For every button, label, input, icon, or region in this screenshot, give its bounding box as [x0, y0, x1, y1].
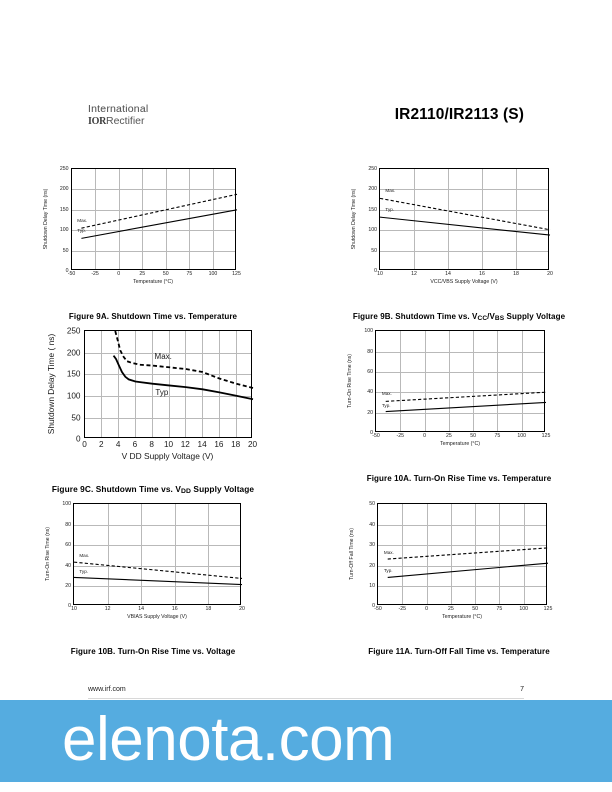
plot-area — [42, 166, 241, 285]
figure-row-1 — [0, 160, 612, 322]
x-axis-tick-label: 125 — [541, 433, 551, 440]
y-axis-tick-label: 200 — [66, 348, 81, 358]
x-axis-tick-label: 4 — [115, 440, 121, 450]
x-axis-tick-label: 20 — [547, 271, 553, 277]
x-axis-title: VBIAS Supply Voltage (V) — [127, 614, 187, 621]
series-line-max — [115, 331, 253, 388]
x-axis-tick-label: 100 — [208, 271, 218, 277]
x-axis-tick-label: 18 — [513, 271, 519, 277]
x-axis-tick-label: 12 — [104, 606, 111, 613]
series-line-typ — [380, 217, 550, 235]
y-axis-tick-label: 30 — [369, 542, 375, 549]
x-axis-tick-label: 75 — [186, 271, 193, 277]
figure-9a — [0, 160, 306, 322]
series-line-typ — [74, 578, 242, 585]
y-axis-title: Shutdown Delay Time (ns) — [351, 188, 357, 250]
series-line-max — [81, 194, 237, 228]
x-axis-tick-label: -25 — [398, 606, 407, 613]
x-axis-tick-label: 20 — [247, 440, 258, 450]
series-label: Max. — [383, 550, 394, 556]
y-axis-title: Shutdown Delay Time (ns) — [42, 188, 49, 250]
x-axis-tick-label: 75 — [496, 606, 503, 613]
x-axis-tick-label: 50 — [472, 606, 479, 613]
figure-row-3 — [0, 495, 612, 656]
plot-area — [45, 326, 258, 462]
x-axis-tick-label: 16 — [171, 606, 178, 613]
y-axis-title: Turn-On Rise Time (ns) — [45, 527, 51, 582]
series-label: Typ. — [79, 568, 89, 574]
figure-10b-caption: Figure 10B. Turn-On Rise Time vs. Voltage — [70, 647, 236, 657]
x-axis-tick-label: 75 — [494, 433, 501, 440]
x-axis-tick-label: 25 — [447, 606, 454, 613]
figure-row-2 — [0, 322, 612, 495]
series-line-typ — [81, 210, 237, 239]
series-line-typ — [388, 564, 548, 578]
x-axis-tick-label: 25 — [139, 271, 146, 277]
chart-fig-11a — [345, 495, 573, 645]
y-axis-tick-label: 100 — [59, 227, 69, 234]
y-axis-tick-label: 100 — [66, 391, 81, 401]
series-label: Max. — [79, 553, 90, 559]
y-axis-tick-label: 50 — [371, 247, 377, 254]
plot-area — [347, 328, 551, 448]
y-axis-tick-label: 150 — [59, 206, 69, 213]
y-axis-tick-label: 50 — [62, 247, 69, 254]
chart-fig-10b — [39, 495, 267, 645]
y-axis-tick-label: 100 — [368, 227, 377, 234]
series-label: Max. — [154, 352, 172, 362]
page-number: 7 — [520, 686, 524, 693]
y-axis-tick-label: 0 — [374, 268, 377, 274]
x-axis-title: Temperature (°C) — [440, 441, 480, 448]
y-axis-tick-label: 0 — [75, 434, 81, 444]
series-line-typ — [113, 356, 252, 400]
x-axis-tick-label: -50 — [372, 433, 380, 440]
chart-fig-9a — [41, 160, 266, 310]
x-axis-tick-label: 16 — [479, 271, 485, 277]
y-axis-tick-label: 250 — [66, 326, 81, 336]
part-number-title: IR2110/IR2113 (S) — [394, 106, 524, 123]
y-axis-tick-label: 200 — [59, 186, 69, 193]
y-axis-tick-label: 100 — [62, 501, 71, 508]
x-axis-tick-label: 125 — [232, 271, 241, 277]
y-axis-title: Shutdown Delay Time ( ns) — [45, 333, 56, 435]
logo-line-1: International — [88, 103, 149, 115]
x-axis-tick-label: 12 — [180, 440, 190, 450]
page-footer — [88, 686, 524, 700]
plot-area — [351, 166, 553, 285]
y-axis-tick-label: 0 — [68, 603, 71, 610]
y-axis-tick-label: 40 — [367, 389, 373, 396]
series-label: Typ. — [385, 206, 395, 212]
figure-grid — [0, 160, 612, 656]
series-line-typ — [386, 403, 546, 412]
x-axis-title: Temperature (°C) — [442, 614, 482, 621]
figure-10a-caption: Figure 10A. Turn-On Rise Time vs. Temperature — [366, 474, 552, 484]
x-axis-tick-label: 10 — [163, 440, 174, 450]
international-rectifier-logo — [88, 104, 198, 134]
x-axis-title: VCC/VBS Supply Voltage (V) — [430, 279, 498, 285]
figure-9a-caption: Figure 9A. Shutdown Time vs. Temperature — [68, 312, 238, 321]
y-axis-tick-label: 20 — [369, 562, 375, 569]
x-axis-tick-label: 14 — [138, 606, 145, 613]
x-axis-tick-label: 10 — [377, 271, 383, 277]
series-layer — [380, 169, 550, 271]
series-label: Max. — [385, 187, 396, 193]
y-axis-tick-label: 50 — [71, 413, 81, 423]
y-axis-tick-label: 0 — [370, 430, 373, 437]
y-axis-tick-label: 50 — [369, 501, 375, 508]
x-axis-tick-label: 8 — [149, 440, 154, 450]
y-axis-tick-label: 0 — [372, 603, 375, 610]
series-line-max — [388, 548, 548, 559]
y-axis-tick-label: 20 — [65, 582, 71, 589]
chart-fig-10a — [345, 322, 573, 472]
y-axis-tick-label: 80 — [65, 521, 71, 528]
x-axis-tick-label: 18 — [231, 440, 241, 450]
x-axis-tick-label: 0 — [117, 271, 121, 277]
x-axis-tick-label: -25 — [91, 271, 99, 277]
x-axis-tick-label: 0 — [425, 606, 429, 613]
y-axis-tick-label: 40 — [369, 521, 375, 528]
page-header — [0, 104, 612, 140]
series-layer — [378, 504, 548, 606]
x-axis-tick-label: -50 — [67, 271, 76, 277]
y-axis-tick-label: 20 — [367, 409, 373, 416]
x-axis-tick-label: -25 — [396, 433, 405, 440]
y-axis-tick-label: 40 — [65, 562, 71, 569]
x-axis-tick-label: 0 — [423, 433, 427, 440]
x-axis-tick-label: 14 — [197, 440, 207, 450]
series-label: Max. — [381, 391, 392, 397]
y-axis-tick-label: 10 — [369, 582, 375, 589]
x-axis-tick-label: 16 — [214, 440, 224, 450]
y-axis-tick-label: 150 — [368, 206, 377, 213]
y-axis-tick-label: 250 — [368, 166, 377, 172]
series-label: Typ — [155, 387, 169, 397]
figure-10a — [306, 322, 612, 495]
series-label: Max. — [77, 217, 88, 223]
footer-url[interactable]: www.irf.com — [88, 686, 126, 693]
y-axis-title: Turn-On Rise Time (ns) — [347, 354, 353, 409]
x-axis-tick-label: 6 — [132, 440, 138, 450]
figure-9b — [306, 160, 612, 322]
figure-11a — [306, 495, 612, 656]
x-axis-tick-label: 0 — [82, 440, 87, 450]
series-layer — [85, 331, 253, 439]
x-axis-tick-label: -50 — [374, 606, 382, 613]
series-layer — [376, 331, 546, 433]
x-axis-title: V DD Supply Voltage (V) — [121, 451, 214, 462]
chart-fig-9c — [36, 322, 271, 482]
x-axis-tick-label: 25 — [445, 433, 452, 440]
y-axis-tick-label: 250 — [59, 166, 69, 172]
x-axis-tick-label: 12 — [411, 271, 417, 277]
x-axis-tick-label: 20 — [239, 606, 245, 613]
y-axis-tick-label: 0 — [65, 268, 69, 274]
x-axis-title: Temperature (°C) — [133, 279, 173, 285]
plot-area — [45, 501, 245, 621]
y-axis-tick-label: 60 — [65, 542, 71, 549]
figure-9b-caption: Figure 9B. Shutdown Time vs. $V_{CC}/V_{BS}$ Supply Voltage — [352, 312, 566, 323]
series-line-max — [74, 563, 242, 579]
figure-10b — [0, 495, 306, 656]
watermark-text: elenota.com — [62, 705, 395, 775]
x-axis-tick-label: 14 — [445, 271, 451, 277]
x-axis-tick-label: 2 — [99, 440, 104, 450]
series-label: Typ. — [381, 402, 391, 408]
y-axis-tick-label: 60 — [367, 368, 373, 375]
series-line-max — [380, 198, 550, 229]
series-layer — [74, 504, 242, 606]
x-axis-tick-label: 125 — [543, 606, 553, 613]
series-label: Typ. — [383, 567, 393, 573]
logo-line-2 — [88, 116, 198, 127]
y-axis-tick-label: 150 — [66, 369, 81, 379]
x-axis-tick-label: 18 — [205, 606, 212, 613]
y-axis-tick-label: 200 — [368, 186, 377, 193]
x-axis-tick-label: 100 — [517, 433, 527, 440]
x-axis-tick-label: 100 — [519, 606, 529, 613]
watermark-banner — [0, 700, 612, 782]
x-axis-tick-label: 50 — [470, 433, 477, 440]
series-label: Typ. — [77, 228, 86, 234]
y-axis-tick-label: 100 — [364, 328, 373, 335]
series-line-max — [386, 392, 546, 401]
y-axis-title: Turn-Off Fall Time (ns) — [349, 528, 355, 581]
x-axis-tick-label: 50 — [162, 271, 169, 277]
figure-9c-caption: Figure 9C. Shutdown Time vs. $V_{DD}$ Supply Voltage — [51, 484, 255, 496]
series-layer — [72, 169, 237, 271]
logo-ior-mark: IOR — [88, 116, 106, 127]
figure-9c — [0, 322, 306, 495]
chart-fig-9b — [343, 160, 575, 310]
x-axis-tick-label: 10 — [71, 606, 77, 613]
plot-area — [349, 501, 553, 621]
y-axis-tick-label: 80 — [367, 348, 373, 355]
logo-rectifier-word: Rectifier — [106, 115, 145, 127]
figure-11a-caption: Figure 11A. Turn-Off Fall Time vs. Temperature — [368, 647, 550, 657]
